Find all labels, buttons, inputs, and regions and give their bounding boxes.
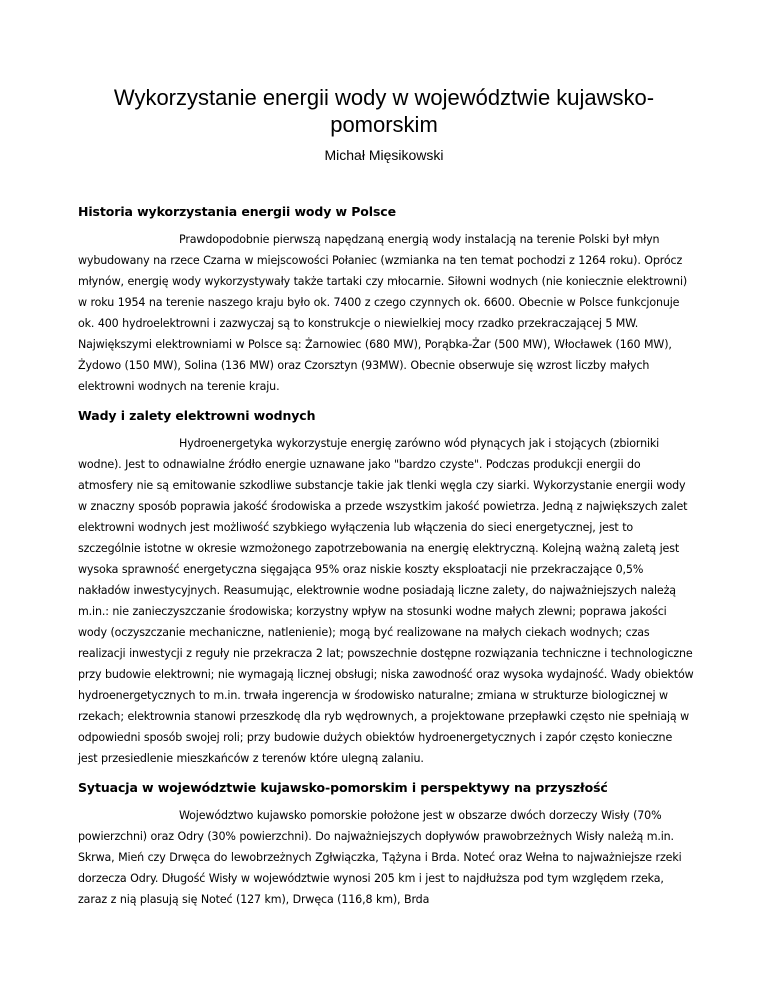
section-heading: Wady i zalety elektrowni wodnych — [78, 408, 316, 423]
section-paragraph: Województwo kujawsko pomorskie położone jest w obszarze dwóch dorzeczy Wisły (70% powierzchni) oraz Odry (30% powierzchni). Do najważniejszych dopływów prawobrzeżnych Wisły należą m.in. Skrwa, Mień czy Drwęca do lewobrzeżnych Zgłwiączka, Tążyna i Brda. Noteć oraz Wełna to najważniejsze rzeki dorzecza Odry. Długość Wisły w województwie wynosi 205 km i jest to najdłuższa pod tym względem rzeka, zaraz z nią plasują się Noteć (127 km), Drwęca (116,8 km), Brda — [78, 809, 682, 906]
section-heading: Historia wykorzystania energii wody w Polsce — [78, 204, 396, 219]
section-regional-situation — [78, 779, 694, 910]
document-author: Michał Mięsikowski — [324, 147, 444, 163]
document-title: Wykorzystanie energii wody w województwie kujawsko-pomorskim — [113, 85, 655, 137]
section-pros-cons — [78, 407, 694, 769]
section-heading: Sytuacja w województwie kujawsko-pomorskim i perspektywy na przyszłość — [78, 780, 608, 795]
section-history — [78, 203, 694, 397]
document-body — [78, 203, 694, 920]
section-paragraph: Hydroenergetyka wykorzystuje energię zarówno wód płynących jak i stojących (zbiorniki wodne). Jest to odnawialne źródło energie uznawane jako "bardzo czyste". Podczas produkcji energii do atmosfery nie są emitowanie szkodliwe substancje takie jak tlenki węgla czy siarki. Wykorzystanie energii wody w znaczny sposób poprawia jakość środowiska a przede wszystkim jakość powietrza. Jedną z największych zalet elektrowni wodnych jest możliwość szybkiego wyłączenia lub włączenia do sieci energetycznej, jest to szczególnie istotne w okresie wzmożonego zapotrzebowania na energię elektryczną. Kolejną ważną zaletą jest wysoka sprawność energetyczna sięgająca 95% oraz niskie koszty eksploatacji nie przekraczające 0,5% nakładów inwestycyjnych. Reasumując, elektrownie wodne posiadają liczne zalety, do najważniejszych należą m.in.: nie zanieczyszczanie środowiska; korzystny wpływ na stosunki wodne małych zlewni; poprawa jakości wody (oczyszczanie mechaniczne, natlenienie); mogą być realizowane na małych ciekach wodnych; czas realizacji inwestycji z reguły nie przekracza 2 lat; powszechnie dostępne rozwiązania techniczne i technologiczne przy budowie elektrowni; nie wymagają licznej obsługi; niska zawodność oraz wysoka wydajność. Wady obiektów hydroenergetycznych to m.in. trwała ingerencja w środowisko naturalne; zmiana w strukturze biologicznej w rzekach; elektrownia stanowi przeszkodę dla ryb wędrownych, a projektowane przepławki często nie spełniają w odpowiedni sposób swojej roli; przy budowie dużych obiektów hydroenergetycznych i zapór często konieczne jest przesiedlenie mieszkańców z terenów które ulegną zalaniu. — [78, 437, 694, 765]
section-paragraph: Prawdopodobnie pierwszą napędzaną energią wody instalacją na terenie Polski był młyn wybudowany na rzece Czarna w miejscowości Połaniec (wzmianka na ten temat pochodzi z 1264 roku). Oprócz młynów, energię wody wykorzystywały także tartaki czy młocarnie. Siłowni wodnych (nie koniecznie elektrowni) w roku 1954 na terenie naszego kraju było ok. 7400 z czego czynnych ok. 6600. Obecnie w Polsce funkcjonuje ok. 400 hydroelektrowni i zazwyczaj są to konstrukcje o niewielkiej mocy rzadko przekraczającej 5 MW. Największymi elektrowniami w Polsce są: Żarnowiec (680 MW), Porąbka-Żar (500 MW), Włocławek (160 MW), Żydowo (150 MW), Solina (136 MW) oraz Czorsztyn (93MW). Obecnie obserwuje się wzrost liczby małych elektrowni wodnych na terenie kraju. — [78, 233, 688, 393]
